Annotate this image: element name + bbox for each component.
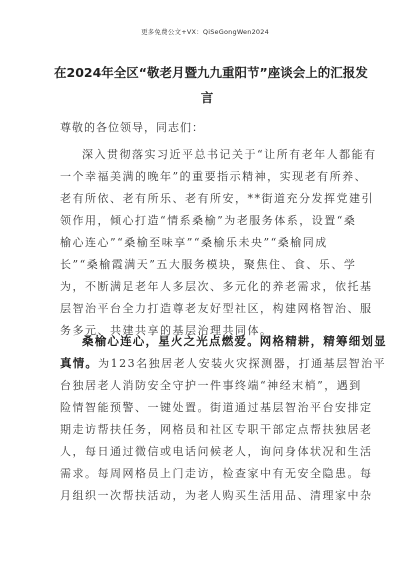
paragraph-line: 月组织一次帮扶活动，为老人购买生活用品、清理家中杂 — [60, 489, 373, 502]
document-title — [54, 60, 368, 110]
paragraph-line: 为，不断满足老年人多层次、多元化的养老需求，依托基 — [60, 280, 373, 293]
section-heading: 桑榆心连心，星火之光点燃爱。网格精耕，精筹细划显 — [82, 334, 387, 348]
paragraph-line: 务多元、共建共享的基层治理共同体。 — [60, 324, 273, 337]
title-line-1: 在2024年全区“敬老月暨九九重阳节”座谈会上的汇报发 — [54, 65, 368, 80]
paragraph-line: 一个幸福美满的晚年”的重要指示精神，实现老有所养、 — [60, 170, 368, 183]
paragraph-line: 人，每日通过微信或电话问候老人，询问身体状况和生活 — [60, 445, 373, 458]
paragraph-line: 深入贯彻落实习近平总书记关于“让所有老年人都能有 — [82, 148, 377, 161]
header-note: 更多免费公文+VX：QiSeGongWen2024 — [141, 28, 269, 36]
salutation: 尊敬的各位领导，同志们： — [60, 121, 204, 134]
paragraph-line — [60, 352, 387, 375]
paragraph-line: 期走访帮扶任务，网格员和社区专职干部定点帮扶独居老 — [60, 423, 373, 436]
paragraph-line-text: 为123名独居老人安装火灾探测器，打通基层智治平 — [98, 357, 387, 370]
section-heading-end: 真情。 — [60, 356, 99, 370]
paragraph-line: 层智治平台全力打造尊老友好型社区，构建网格智治、服 — [60, 302, 373, 315]
paragraph-line: 长”“桑榆霞满天”五大服务模块，聚焦住、食、乐、学 — [60, 258, 357, 271]
paragraph-line: 老有所依、老有所乐、老有所安，**街道充分发挥党建引 — [60, 192, 374, 205]
paragraph-line: 险情智能预警、一键处置。街道通过基层智治平台安排定 — [60, 401, 373, 414]
paragraph-intro — [60, 144, 377, 342]
paragraph-line: 领作用，倾心打造“情系桑榆”为老服务体系，设置“桑 — [60, 214, 357, 227]
paragraph-section-1 — [60, 330, 387, 507]
paragraph-line: 需求。每周网格员上门走访，检查家中有无安全隐患。每 — [60, 467, 373, 480]
paragraph-line: 榆心连心”“桑榆至味享”“桑榆乐未央”“桑榆同成 — [60, 236, 328, 249]
title-line-2: 言 — [200, 90, 214, 105]
paragraph-line: 台独居老人消防安全守护一件事终端“神经末梢”，遇到 — [60, 379, 362, 392]
